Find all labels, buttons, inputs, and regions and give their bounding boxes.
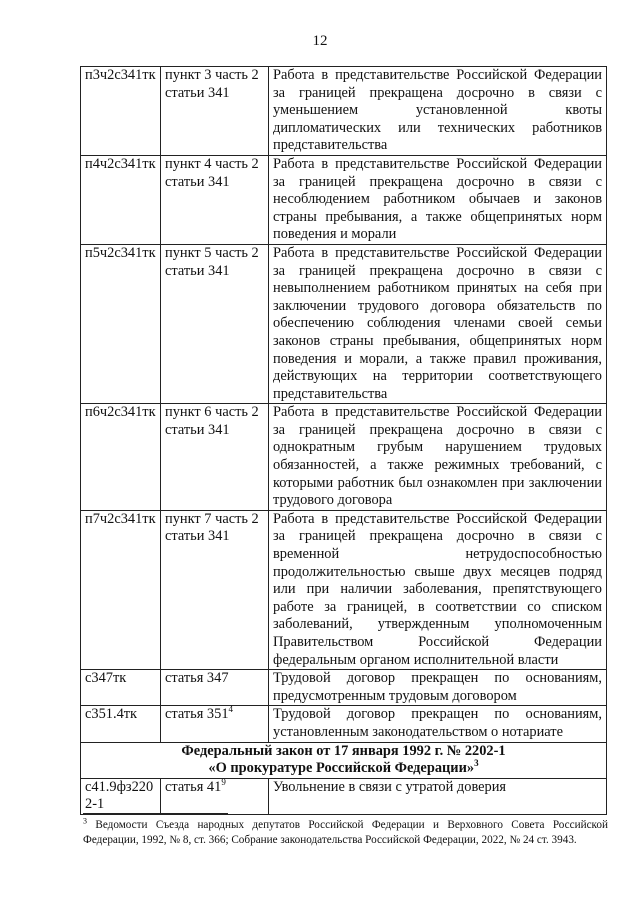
row-code: п5ч2с341тк [81, 244, 161, 403]
row-reference: пункт 3 часть 2 статьи 341 [161, 67, 269, 156]
row-code: с347тк [81, 670, 161, 706]
table-row [81, 706, 607, 742]
row-description: Работа в представительстве Российской Федерации за границей прекращена досрочно в связи с однократным грубым нарушением трудовых обязанностей, а также режимных требований, с которыми работник был ознакомлен при заключении трудового договора [269, 404, 607, 511]
section-header-row [81, 742, 607, 778]
row-code: п6ч2с341тк [81, 404, 161, 511]
table-row [81, 244, 607, 403]
section-header [81, 742, 607, 778]
row-description: Работа в представительстве Российской Федерации за границей прекращена досрочно в связи с невыполнением работником принятых на себя при заключении трудового договора обязательств по обеспечению соблюдения членами своей семьи законов страны пребывания, общепринятых норм поведения и морали, а также правил проживания, действующих на территории соответствующего представительства [269, 244, 607, 403]
table-row [81, 778, 607, 814]
reference-text: статья 41 [165, 778, 222, 795]
footnote-divider [83, 813, 228, 814]
row-description: Трудовой договор прекращен по основаниям, установленным законодательством о нотариате [269, 706, 607, 742]
row-reference: пункт 4 часть 2 статьи 341 [161, 155, 269, 244]
footnote-marker: 3 [83, 816, 87, 826]
row-code: п7ч2с341тк [81, 510, 161, 669]
row-reference: статья 347 [161, 670, 269, 706]
reference-superscript: 4 [228, 704, 234, 715]
row-reference [161, 778, 269, 814]
row-description: Увольнение в связи с утратой доверия [269, 778, 607, 814]
table-row [81, 670, 607, 706]
section-title-line1: Федеральный закон от 17 января 1992 г. № 2202-1 [181, 742, 506, 759]
row-description: Трудовой договор прекращен по основаниям, предусмотренным трудовым договором [269, 670, 607, 706]
section-footnote-marker: 3 [474, 758, 479, 769]
table-row [81, 404, 607, 511]
reference-superscript: 9 [221, 776, 226, 787]
reference-text: статья 351 [165, 706, 229, 723]
row-reference: пункт 5 часть 2 статьи 341 [161, 244, 269, 403]
section-title-line2: «О прокуратуре Российской Федерации» [208, 760, 475, 777]
footnote-text: Ведомости Съезда народных депутатов Российской Федерации и Верховного Совета Российской Федерации, 1992, № 8, ст. 366; Собрание законодательства Российской Федерации, 2022, № 24 ст. 3943. [83, 819, 608, 846]
page-number: 12 [312, 33, 328, 49]
row-code: с351.4тк [81, 706, 161, 742]
row-description: Работа в представительстве Российской Федерации за границей прекращена досрочно в связи с несоблюдением работником обычаев и законов страны пребывания, а также общепринятых норм поведения и морали [269, 155, 607, 244]
row-reference: пункт 7 часть 2 статьи 341 [161, 510, 269, 669]
table-row [81, 67, 607, 156]
table-row [81, 510, 607, 669]
row-description: Работа в представительстве Российской Федерации за границей прекращена досрочно в связи с временной нетрудоспособностью продолжительностью свыше двух месяцев подряд или при наличии заболевания, препятствующего работе за границей, в соответствии со списком заболеваний, утвержденным уполномоченным Правительством Российской Федерации федеральным органом исполнительной власти [269, 510, 607, 669]
table-row [81, 155, 607, 244]
row-code: п3ч2с341тк [81, 67, 161, 156]
row-reference [161, 706, 269, 742]
row-reference: пункт 6 часть 2 статьи 341 [161, 404, 269, 511]
termination-codes-table [80, 66, 607, 815]
row-code: с41.9фз2202-1 [81, 778, 161, 814]
row-description: Работа в представительстве Российской Федерации за границей прекращена досрочно в связи с уменьшением установленной квоты дипломатических или технических работников представительства [269, 67, 607, 156]
row-code: п4ч2с341тк [81, 155, 161, 244]
footnote [83, 818, 608, 848]
